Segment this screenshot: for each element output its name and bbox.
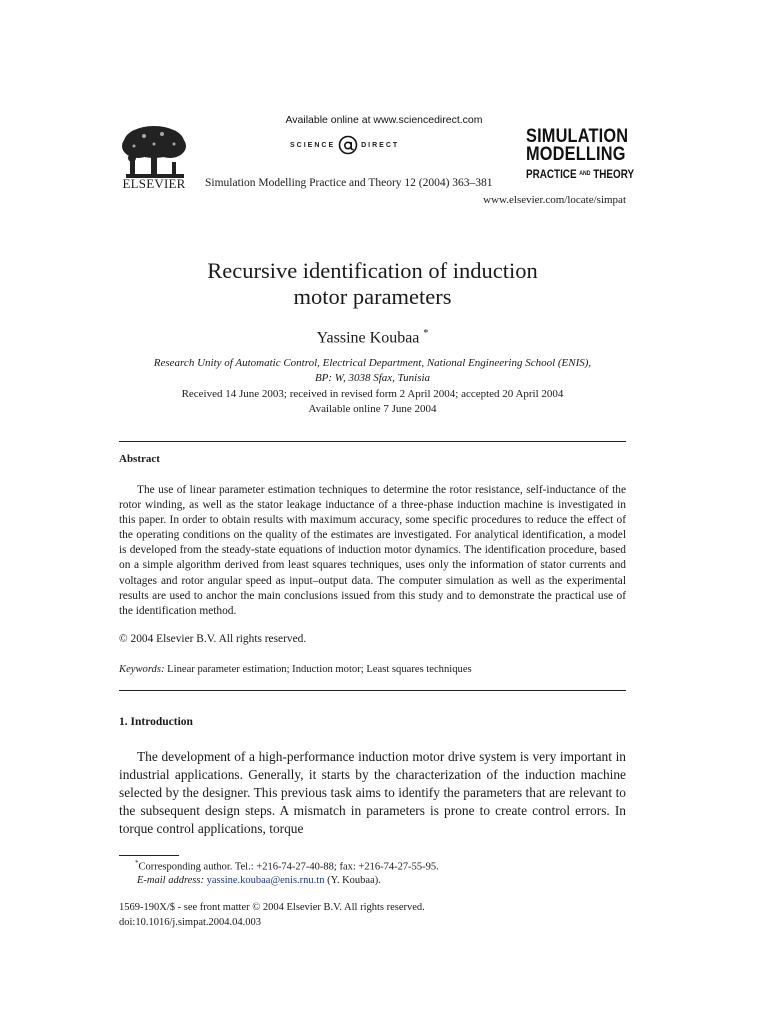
abstract-top-rule	[119, 441, 626, 442]
at-sign-icon	[338, 135, 358, 155]
footnote-mark: *	[135, 859, 139, 867]
author-name	[0, 328, 745, 347]
article-title	[0, 258, 745, 310]
email-label: E-mail address:	[137, 875, 204, 886]
abstract-body	[119, 483, 626, 619]
footnote-corresponding	[135, 859, 439, 873]
abstract-text: The use of linear parameter estimation techniques to determine the rotor resistance, self-inductance of the rotor winding, as well as the stator leakage inductance of a three-phase induction machine is investigated in this paper. In order to obtain results with maximum accuracy, some specific procedures to reduce the effect of the operating conditions on the quality of the estimates are investigated. For analytical identification, a model is developed from the steady-state equations of induction motor dynamics. The identification procedure, based on a simple algorithm derived from least squares techniques, uses only the information of stator currents and voltages and rotor angular speed as input–output data. The computer simulation as well as the experimental results are used to anchor the main conclusions issued from this study and to demonstrate the practical use of the identification method.	[119, 484, 626, 617]
journal-url-link[interactable]: www.elsevier.com/locate/simpat	[483, 194, 626, 206]
journal-logo	[526, 128, 652, 184]
journal-logo-line2: MODELLING	[526, 144, 626, 165]
sciencedirect-logo	[290, 133, 399, 157]
issn-line: 1569-190X/$ - see front matter © 2004 Elsevier B.V. All rights reserved.	[119, 902, 425, 913]
title-line-1: Recursive identification of induction	[207, 258, 538, 283]
footnote-rule	[119, 855, 179, 856]
publisher-name: ELSEVIER	[122, 176, 186, 191]
journal-logo-practice: PRACTICE	[526, 169, 577, 181]
abstract-heading: Abstract	[119, 453, 160, 465]
footnote-email	[137, 875, 381, 886]
introduction-body	[119, 748, 626, 838]
introduction-text: The development of a high-performance induction motor drive system is very important in industrial applications. Generally, it starts by the characterization of the induction machine selected by the designer. This previous task aims to identify the parameters that are relevant to the subsequent design steps. A mismatch in parameters is prone to create control errors. In torque control applications, torque	[119, 749, 626, 836]
author-text: Yassine Koubaa	[316, 329, 420, 347]
section-heading: 1. Introduction	[119, 716, 193, 728]
keywords-list: Linear parameter estimation; Induction motor; Least squares techniques	[167, 664, 472, 675]
journal-logo-line1: SIMULATION	[526, 126, 629, 147]
abstract-bottom-rule	[119, 690, 626, 691]
sciencedirect-right: DIRECT	[361, 141, 400, 149]
journal-logo-line3	[526, 165, 634, 184]
email-suffix: (Y. Koubaa).	[327, 875, 381, 886]
author-footnote-mark[interactable]: *	[423, 328, 429, 339]
sciencedirect-left: SCIENCE	[290, 141, 336, 149]
available-online-text: Available online at www.sciencedirect.com	[285, 114, 483, 126]
dates-line-2: Available online 7 June 2004	[308, 403, 437, 415]
keywords	[119, 664, 472, 675]
corresponding-text: Corresponding author. Tel.: +216-74-27-40-88; fax: +216-74-27-55-95.	[138, 861, 439, 873]
journal-logo-and: AND	[579, 171, 591, 177]
affiliation-line-2: BP: W, 3038 Sfax, Tunisia	[314, 372, 431, 384]
article-dates	[0, 387, 745, 417]
title-line-2: motor parameters	[293, 284, 452, 309]
abstract-copyright: © 2004 Elsevier B.V. All rights reserved.	[119, 633, 307, 645]
affiliation	[0, 356, 745, 386]
doi-link[interactable]: doi:10.1016/j.simpat.2004.04.003	[119, 917, 262, 928]
journal-citation: Simulation Modelling Practice and Theory 12 (2004) 363–381	[205, 177, 493, 189]
dates-line-1: Received 14 June 2003; received in revised form 2 April 2004; accepted 20 April 2004	[181, 388, 564, 400]
affiliation-line-1: Research Unity of Automatic Control, Electrical Department, National Engineering School (ENIS),	[153, 357, 592, 369]
journal-logo-theory: THEORY	[593, 169, 635, 181]
keywords-label: Keywords:	[119, 664, 165, 675]
email-link[interactable]: yassine.koubaa@enis.rnu.tn	[206, 875, 325, 886]
